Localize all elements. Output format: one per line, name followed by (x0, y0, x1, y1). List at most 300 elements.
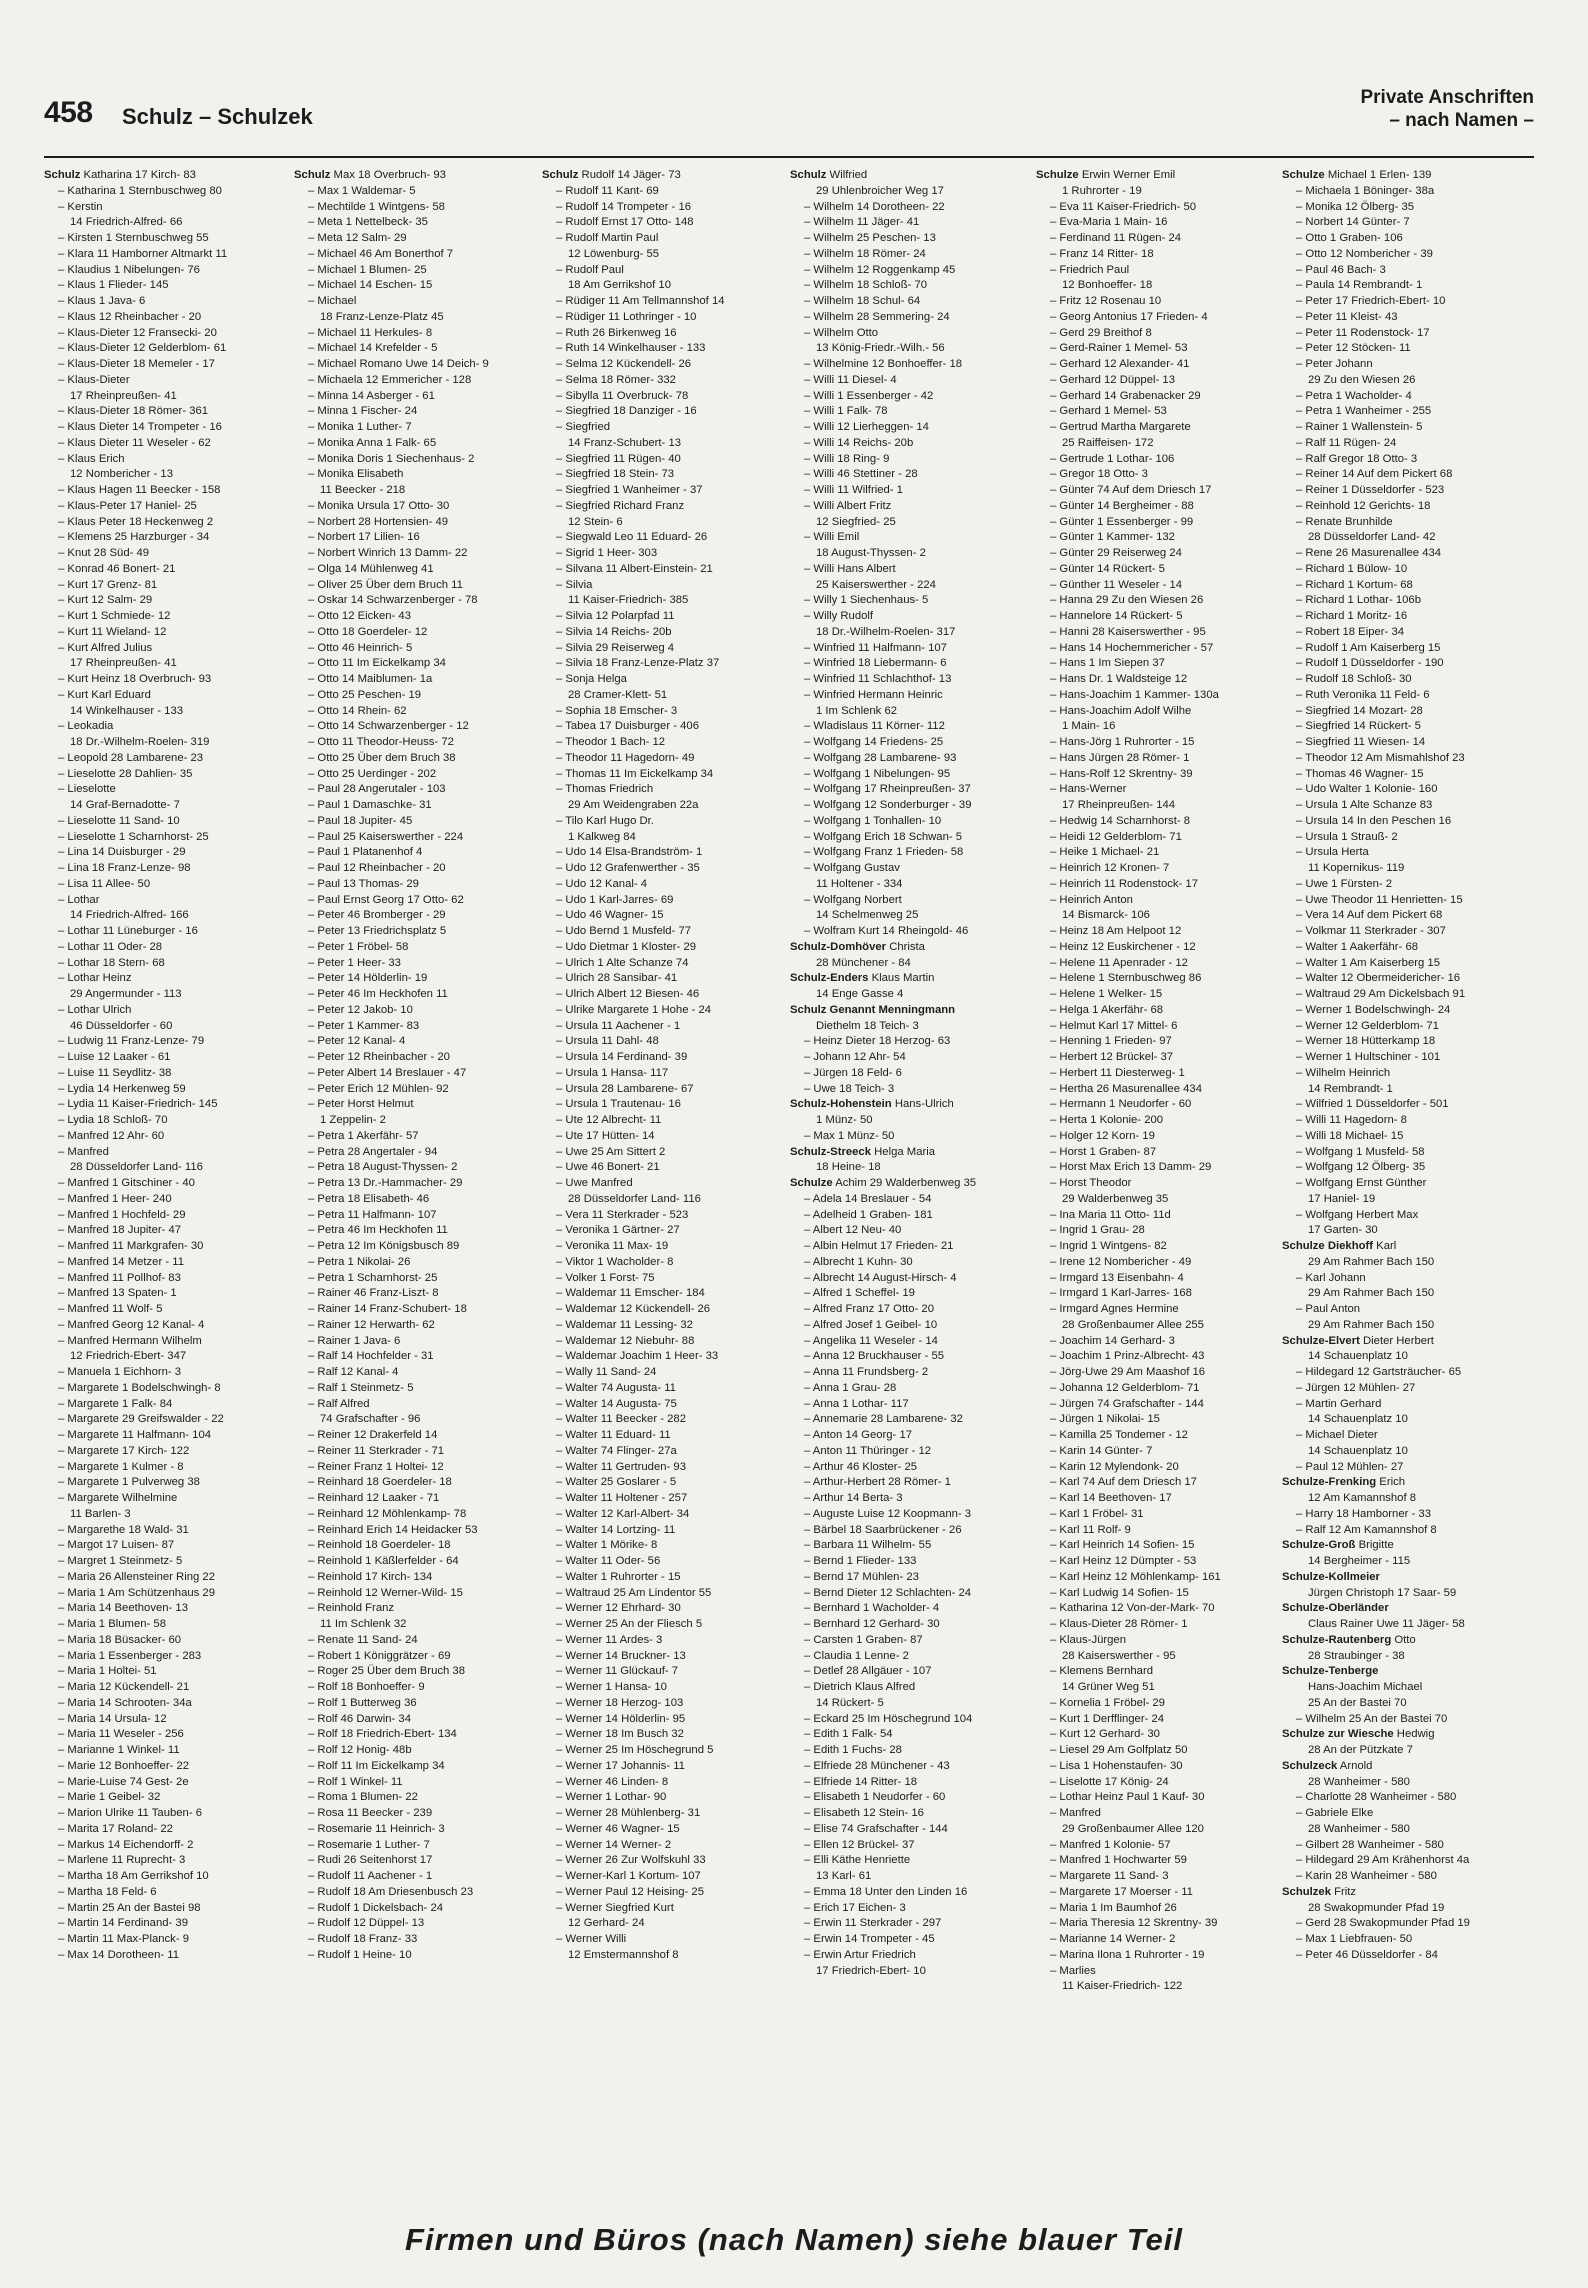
entry-text: – Minna 1 Fischer- 24 (308, 405, 418, 418)
entry-text: – Udo 14 Elsa-Brandström- 1 (556, 846, 703, 859)
directory-entry (1282, 1349, 1520, 1365)
directory-entry (790, 1775, 1028, 1791)
directory-entry (1282, 1397, 1520, 1413)
entry-text: – Wolfgang Herbert Max (1296, 1208, 1419, 1221)
directory-entry (790, 845, 1028, 861)
entry-text: – Ute 12 Albrecht- 11 (556, 1114, 662, 1126)
directory-entry (44, 215, 282, 231)
directory-entry (1282, 1255, 1520, 1271)
entry-text: – Helene 1 Sternbuschweg 86 (1050, 972, 1202, 985)
entry-text: 12 Siegfried- 25 (816, 515, 896, 528)
directory-entry (542, 1696, 780, 1712)
entry-text: – Paula 14 Rembrandt- 1 (1296, 279, 1423, 292)
entry-text: – Wilhelm 18 Römer- 24 (804, 247, 926, 260)
directory-entry (44, 1570, 282, 1586)
directory-entry (1036, 1255, 1274, 1271)
entry-text: – Volker 1 Forst- 75 (556, 1271, 655, 1284)
directory-entry (294, 1302, 532, 1318)
directory-entry (542, 719, 780, 735)
entry-text: – Werner 28 Mühlenberg- 31 (556, 1807, 701, 1819)
directory-entry (1282, 830, 1520, 846)
entry-text: – Herbert 11 Diesterweg- 1 (1050, 1066, 1185, 1079)
entry-text: – Dietrich Klaus Alfred (804, 1681, 916, 1693)
directory-entry (790, 1664, 1028, 1680)
entry-text: – Heike 1 Michael- 21 (1050, 846, 1160, 859)
directory-entry (1282, 1113, 1520, 1129)
entry-text: – Heidi 12 Gelderblom- 71 (1050, 830, 1182, 843)
entry-text: – Walter 25 Goslarer - 5 (556, 1476, 677, 1489)
entry-text: – Meta 12 Salm- 29 (308, 232, 407, 244)
entry-text: – Bernhard 12 Gerhard- 30 (804, 1618, 940, 1630)
entry-text: – Silvia 18 Franz-Lenze-Platz 37 (556, 657, 720, 670)
entry-text: – Werner 11 Ardes- 3 (556, 1633, 663, 1646)
directory-entry (1036, 184, 1274, 200)
directory-entry (44, 1113, 282, 1129)
directory-entry (44, 1664, 282, 1680)
entry-text: – Wolfgang 17 Rheinpreußen- 37 (804, 783, 971, 796)
entry-text: – Heinz 12 Euskirchener - 12 (1050, 940, 1196, 953)
entry-text: – Günther 11 Weseler - 14 (1050, 578, 1183, 591)
entry-text: – Reiner 12 Drakerfeld 14 (308, 1429, 438, 1441)
entry-text: – Klaus Dieter 14 Trompeter - 16 (58, 421, 222, 433)
entry-text: – Bernd 17 Mühlen- 23 (804, 1570, 919, 1583)
entry-text: – Lieselotte 1 Scharnhorst- 25 (58, 830, 209, 843)
entry-text: – Marion Ulrike 11 Tauben- 6 (58, 1807, 203, 1819)
directory-entry (1282, 1806, 1520, 1822)
directory-entry (790, 1271, 1028, 1287)
entry-text: – Werner 25 Im Höschegrund 5 (556, 1744, 714, 1756)
directory-entry (44, 1554, 282, 1570)
entry-text: – Manfred 12 Ahr- 60 (58, 1129, 165, 1142)
entry-text: – Bernd Dieter 12 Schlachten- 24 (804, 1586, 972, 1599)
entry-text: – Margarete 11 Halfmann- 104 (58, 1429, 212, 1441)
directory-entry (44, 1349, 282, 1365)
entry-text: – Johanna 12 Gelderblom- 71 (1050, 1381, 1200, 1394)
directory-entry (294, 373, 532, 389)
entry-text: – Luise 12 Laaker - 61 (58, 1051, 171, 1063)
directory-entry (1282, 656, 1520, 672)
directory-entry (1036, 1617, 1274, 1633)
directory-entry (294, 1381, 532, 1397)
directory-entry (1036, 1428, 1274, 1444)
entry-text: – Erwin Artur Friedrich (804, 1948, 916, 1961)
directory-entry (790, 357, 1028, 373)
entry-text: – Marianne 14 Werner- 2 (1050, 1933, 1176, 1945)
directory-entry (790, 1948, 1028, 1964)
directory-entry (1036, 987, 1274, 1003)
directory-entry (1036, 893, 1274, 909)
entry-text: 29 Uhlenbroicher Weg 17 (816, 184, 944, 197)
directory-entry (1282, 1491, 1520, 1507)
entry-text: – Siegfried 18 Danziger - 16 (556, 405, 697, 418)
directory-entry (790, 704, 1028, 720)
directory-entry (1036, 1601, 1274, 1617)
directory-entry (790, 1538, 1028, 1554)
directory-entry (294, 452, 532, 468)
entry-text: – Peter 11 Kleist- 43 (1296, 310, 1398, 323)
directory-entry (1282, 751, 1520, 767)
entry-text: – Willi 1 Falk- 78 (804, 405, 888, 418)
directory-entry (1036, 924, 1274, 940)
entry-text: – Rainer 1 Java- 6 (308, 1334, 401, 1347)
directory-entry (294, 184, 532, 200)
entry-text: – Maria 12 Kückendell- 21 (58, 1681, 190, 1693)
directory-entry (1282, 578, 1520, 594)
directory-entry (790, 1523, 1028, 1539)
entry-text: – Claudia 1 Lenne- 2 (804, 1649, 909, 1662)
directory-entry (44, 1712, 282, 1728)
entry-text: – Reinhold 17 Kirch- 134 (308, 1570, 433, 1583)
entry-text: Karl (1376, 1240, 1397, 1252)
directory-entry (790, 530, 1028, 546)
entry-text: – Manfred 11 Wolf- 5 (58, 1303, 163, 1315)
directory-entry (294, 404, 532, 420)
entry-text: – Wladislaus 11 Körner- 112 (804, 720, 945, 733)
entry-text: – Ute 17 Hütten- 14 (556, 1129, 655, 1142)
directory-entry (1282, 1664, 1520, 1680)
entry-text: 17 Haniel- 19 (1308, 1192, 1376, 1205)
directory-entry (1036, 672, 1274, 688)
entry-text: – Mechtilde 1 Wintgens- 58 (308, 200, 445, 213)
directory-entry (1036, 483, 1274, 499)
entry-text: – Reinhard 12 Laaker - 71 (308, 1492, 440, 1504)
directory-entry (1036, 515, 1274, 531)
directory-entry (44, 1239, 282, 1255)
directory-entry (1282, 1444, 1520, 1460)
entry-text: 1 Kalkweg 84 (568, 830, 636, 843)
entry-text: – Lothar 18 Stern- 68 (58, 956, 165, 969)
entry-text: – Richard 1 Lothar- 106b (1296, 594, 1421, 607)
entry-text: – Petra 1 Akerfähr- 57 (308, 1129, 419, 1142)
directory-entry (1282, 1286, 1520, 1302)
entry-text: – Monika 12 Ölberg- 35 (1296, 200, 1415, 213)
directory-entry (1036, 389, 1274, 405)
directory-entry (294, 1790, 532, 1806)
entry-text: – Rolf 1 Winkel- 11 (308, 1775, 403, 1788)
directory-entry (294, 735, 532, 751)
directory-entry (1036, 1696, 1274, 1712)
entry-text: – Horst 1 Graben- 87 (1050, 1145, 1157, 1158)
directory-entry (1036, 467, 1274, 483)
directory-entry (44, 1003, 282, 1019)
directory-entry (1282, 1460, 1520, 1476)
directory-entry (294, 1885, 532, 1901)
directory-entry (44, 1066, 282, 1082)
directory-entry (542, 1208, 780, 1224)
directory-entry (542, 578, 780, 594)
entry-text: – Kurt 1 Derfflinger- 24 (1050, 1712, 1165, 1725)
entry-text: 14 Schelmenweg 25 (816, 909, 919, 922)
directory-entry (1036, 704, 1274, 720)
directory-entry (1282, 436, 1520, 452)
entry-text: – Henning 1 Frieden- 97 (1050, 1035, 1172, 1048)
entry-text: 1 Münz- 50 (816, 1114, 873, 1126)
entry-text: – Peter 46 Düsseldorfer - 84 (1296, 1948, 1438, 1961)
directory-entry (44, 1538, 282, 1554)
entry-text: – Manfred (1050, 1807, 1101, 1819)
directory-entry (294, 1696, 532, 1712)
directory-entry (542, 247, 780, 263)
entry-text: – Thomas Friedrich (556, 783, 654, 796)
entry-text: – Rolf 18 Friedrich-Ebert- 134 (308, 1728, 457, 1741)
directory-entry (1282, 1916, 1520, 1932)
directory-entry (44, 861, 282, 877)
entry-text: – Ellen 12 Brückel- 37 (804, 1838, 915, 1851)
entry-text: – Irmgard 1 Karl-Jarres- 168 (1050, 1287, 1192, 1300)
directory-entry (1282, 1696, 1520, 1712)
entry-text: – Ralf Alfred (308, 1397, 370, 1410)
directory-entry (790, 893, 1028, 909)
directory-entry (44, 467, 282, 483)
entry-text: – Otto 12 Nombericher - 39 (1296, 247, 1433, 260)
entry-text: – Paul 1 Platanenhof 4 (308, 846, 423, 859)
entry-text: – Ralf 12 Am Kamannshof 8 (1296, 1523, 1437, 1536)
entry-text: Arnold (1339, 1759, 1373, 1772)
directory-entry (790, 751, 1028, 767)
entry-text: – Eva-Maria 1 Main- 16 (1050, 216, 1168, 229)
entry-text: 14 Franz-Schubert- 13 (568, 436, 682, 449)
directory-entry (542, 1066, 780, 1082)
directory-entry (790, 1869, 1028, 1885)
directory-entry (790, 1901, 1028, 1917)
directory-entry (542, 436, 780, 452)
entry-text: 12 Bonhoeffer- 18 (1062, 279, 1153, 292)
directory-entry (44, 1822, 282, 1838)
directory-entry (294, 656, 532, 672)
entry-text: – Thomas 46 Wagner- 15 (1296, 767, 1424, 780)
directory-entry (44, 1318, 282, 1334)
entry-text: – Reinhold 12 Gerichts- 18 (1296, 499, 1431, 512)
entry-text: – Richard 1 Moritz- 16 (1296, 610, 1408, 622)
directory-entry (790, 641, 1028, 657)
entry-text: – Hans 1 Im Siepen 37 (1050, 657, 1165, 670)
directory-entry (1282, 1523, 1520, 1539)
directory-entry (44, 1223, 282, 1239)
entry-text: – Reinhold 1 Käßlerfelder - 64 (308, 1555, 459, 1567)
directory-entry (790, 1286, 1028, 1302)
entry-text: 29 Angermunder - 113 (70, 988, 182, 1000)
entry-text: – Peter 1 Kammer- 83 (308, 1019, 420, 1032)
directory-entry (294, 1444, 532, 1460)
directory-entry (1282, 1412, 1520, 1428)
directory-entry (790, 1649, 1028, 1665)
entry-text: – Manfred (58, 1145, 109, 1158)
directory-entry (1282, 1649, 1520, 1665)
entry-text: – Georg Antonius 17 Frieden- 4 (1050, 310, 1208, 323)
directory-entry (542, 1034, 780, 1050)
entry-text: 29 Am Rahmer Bach 150 (1308, 1287, 1435, 1300)
entry-text: – Katharina 12 Von-der-Mark- 70 (1050, 1602, 1215, 1615)
entry-text: – Walter 1 Ruhrorter - 15 (556, 1570, 681, 1583)
directory-entry (542, 404, 780, 420)
directory-entry (294, 924, 532, 940)
entry-text: – Gertrud Martha Margarete (1050, 421, 1191, 433)
directory-entry (1282, 1365, 1520, 1381)
surname-heading: Schulze (790, 1177, 833, 1189)
directory-entry (1282, 987, 1520, 1003)
entry-text: – Rüdiger 11 Am Tellmannshof 14 (556, 295, 725, 307)
directory-entry (1036, 1538, 1274, 1554)
directory-entry (1282, 1192, 1520, 1208)
directory-entry (542, 641, 780, 657)
entry-text: – Werner 1 Hultschiner - 101 (1296, 1051, 1441, 1063)
directory-entry (1036, 1381, 1274, 1397)
entry-text: – Kurt 12 Gerhard- 30 (1050, 1728, 1160, 1741)
entry-text: – Rosa 11 Beecker - 239 (308, 1807, 433, 1819)
entry-text: – Adelheid 1 Graben- 181 (804, 1208, 933, 1221)
directory-entry (542, 1633, 780, 1649)
entry-text: – Theodor 11 Hagedorn- 49 (556, 751, 695, 764)
directory-entry (1282, 1869, 1520, 1885)
directory-entry (790, 1082, 1028, 1098)
entry-text: – Meta 1 Nettelbeck- 35 (308, 216, 428, 229)
entry-text: – Maria 11 Weseler - 256 (58, 1728, 184, 1741)
directory-entry (294, 1097, 532, 1113)
entry-text: – Walter 1 Mörike- 8 (556, 1539, 658, 1552)
entry-text: – Wilhelm 25 Peschen- 13 (804, 232, 936, 244)
entry-text: – Liselotte 17 König- 24 (1050, 1775, 1169, 1788)
entry-text: 18 Dr.-Wilhelm-Roelen- 319 (70, 736, 210, 748)
directory-entry (790, 719, 1028, 735)
entry-text: – Norbert Winrich 13 Damm- 22 (308, 547, 468, 559)
directory-entry (542, 1145, 780, 1161)
directory-entry (542, 1003, 780, 1019)
entry-text: – Werner 14 Werner- 2 (556, 1838, 672, 1851)
directory-entry (1036, 1523, 1274, 1539)
directory-entry (294, 530, 532, 546)
entry-text: – Wolfgang Erich 18 Schwan- 5 (804, 830, 963, 843)
directory-entry (294, 1397, 532, 1413)
entry-text: – Uwe 18 Teich- 3 (804, 1082, 895, 1095)
directory-entry (790, 1932, 1028, 1948)
entry-text: – Jörg-Uwe 29 Am Maashof 16 (1050, 1366, 1206, 1378)
entry-text: – Volkmar 11 Sterkrader - 307 (1296, 925, 1446, 937)
entry-text: – Ralf 12 Kanal- 4 (308, 1366, 399, 1378)
entry-text: – Werner 1 Lothar- 90 (556, 1791, 667, 1804)
directory-entry (294, 877, 532, 893)
directory-entry (542, 1192, 780, 1208)
surname-heading: Schulzeck (1282, 1759, 1338, 1772)
directory-entry (542, 877, 780, 893)
entry-text: – Irmgard Agnes Hermine (1050, 1303, 1179, 1315)
entry-text: 18 August-Thyssen- 2 (816, 547, 926, 559)
entry-text: Hedwig (1396, 1728, 1435, 1741)
entry-text: – Lina 18 Franz-Lenze- 98 (58, 862, 191, 874)
directory-entry (1282, 1790, 1520, 1806)
directory-entry (294, 751, 532, 767)
directory-entry (542, 1712, 780, 1728)
directory-entry (294, 483, 532, 499)
directory-entry (790, 1617, 1028, 1633)
directory-entry (542, 1160, 780, 1176)
entry-text: – Willy Rudolf (804, 610, 874, 622)
entry-text: – Norbert 14 Günter- 7 (1296, 216, 1410, 229)
directory-entry (44, 908, 282, 924)
directory-entry (44, 231, 282, 247)
directory-entry (1036, 1932, 1274, 1948)
surname-heading: Schulze-Oberländer (1282, 1602, 1389, 1615)
entry-text: Achim 29 Walderbenweg 35 (835, 1177, 977, 1189)
directory-entry (790, 1743, 1028, 1759)
entry-text: – Willi 18 Ring- 9 (804, 452, 890, 465)
directory-entry (294, 215, 532, 231)
entry-text: 28 Straubinger - 38 (1308, 1649, 1405, 1662)
surname-heading: Schulz-Enders (790, 972, 869, 985)
entry-text: – Manfred 11 Markgrafen- 30 (58, 1240, 204, 1252)
directory-entry (790, 1601, 1028, 1617)
directory-entry (44, 1255, 282, 1271)
entry-text: – Otto 18 Goerdeler- 12 (308, 625, 428, 638)
directory-entry (790, 420, 1028, 436)
directory-entry (542, 782, 780, 798)
entry-text: Diethelm 18 Teich- 3 (816, 1019, 919, 1032)
directory-entry (542, 1019, 780, 1035)
entry-text: – Ursula 11 Aachener - 1 (556, 1019, 681, 1032)
directory-entry (542, 515, 780, 531)
entry-text: – Peter 12 Stöcken- 11 (1296, 342, 1411, 355)
entry-text: – Lydia 11 Kaiser-Friedrich- 145 (58, 1098, 218, 1111)
entry-text: – Walter 12 Obermeidericher- 16 (1296, 972, 1461, 985)
directory-entry (294, 908, 532, 924)
directory-entry (542, 1082, 780, 1098)
entry-text: – Udo 12 Kanal- 4 (556, 877, 648, 890)
entry-text: – Gertrude 1 Lothar- 106 (1050, 452, 1175, 465)
directory-entry (790, 1633, 1028, 1649)
directory-entry (790, 1460, 1028, 1476)
entry-text: – Willi 11 Diesel- 4 (804, 373, 897, 386)
directory-entry (790, 499, 1028, 515)
entry-text: 25 Raiffeisen- 172 (1062, 436, 1154, 449)
entry-text: – Joachim 14 Gerhard- 3 (1050, 1334, 1175, 1347)
entry-text: 11 Holtener - 334 (816, 877, 903, 890)
entry-text: – Manfred 1 Gitschiner - 40 (58, 1177, 195, 1189)
entry-text: – Manfred 1 Hochfeld- 29 (58, 1208, 186, 1221)
directory-entry (294, 1664, 532, 1680)
entry-text: – Wolfgang 12 Sonderburger - 39 (804, 799, 972, 811)
directory-entry (542, 1113, 780, 1129)
entry-text: – Richard 1 Kortum- 68 (1296, 578, 1413, 591)
directory-entry (44, 373, 282, 389)
entry-text: – Kurt 17 Grenz- 81 (58, 578, 158, 591)
directory-entry (542, 1381, 780, 1397)
entry-text: – Günter 74 Auf dem Driesch 17 (1050, 484, 1212, 496)
directory-entry (542, 1570, 780, 1586)
entry-text: – Max 1 Münz- 50 (804, 1129, 895, 1142)
entry-text: – Petra 18 August-Thyssen- 2 (308, 1161, 458, 1174)
entry-text: – Günter 1 Kammer- 132 (1050, 531, 1175, 544)
directory-entry (1282, 1901, 1520, 1917)
directory-entry (1036, 326, 1274, 342)
entry-text: – Günter 14 Rückert- 5 (1050, 562, 1165, 575)
directory-entry (294, 782, 532, 798)
entry-text: – Otto 11 Theodor-Heuss- 72 (308, 736, 454, 748)
directory-entry (44, 1019, 282, 1035)
surname-heading: Schulze-Tenberge (1282, 1665, 1379, 1678)
entry-text: 28 Düsseldorfer Land- 116 (70, 1161, 203, 1174)
directory-entry (294, 326, 532, 342)
directory-entry (1036, 1633, 1274, 1649)
directory-entry (1282, 515, 1520, 531)
directory-entry (1036, 845, 1274, 861)
directory-entry (44, 893, 282, 909)
entry-text: – Herbert 12 Brückel- 37 (1050, 1051, 1174, 1063)
directory-entry (790, 735, 1028, 751)
entry-text: – Lisa 1 Hohenstaufen- 30 (1050, 1759, 1183, 1772)
directory-entry (790, 278, 1028, 294)
directory-entry (1036, 1365, 1274, 1381)
directory-entry (542, 1822, 780, 1838)
directory-entry (294, 1034, 532, 1050)
